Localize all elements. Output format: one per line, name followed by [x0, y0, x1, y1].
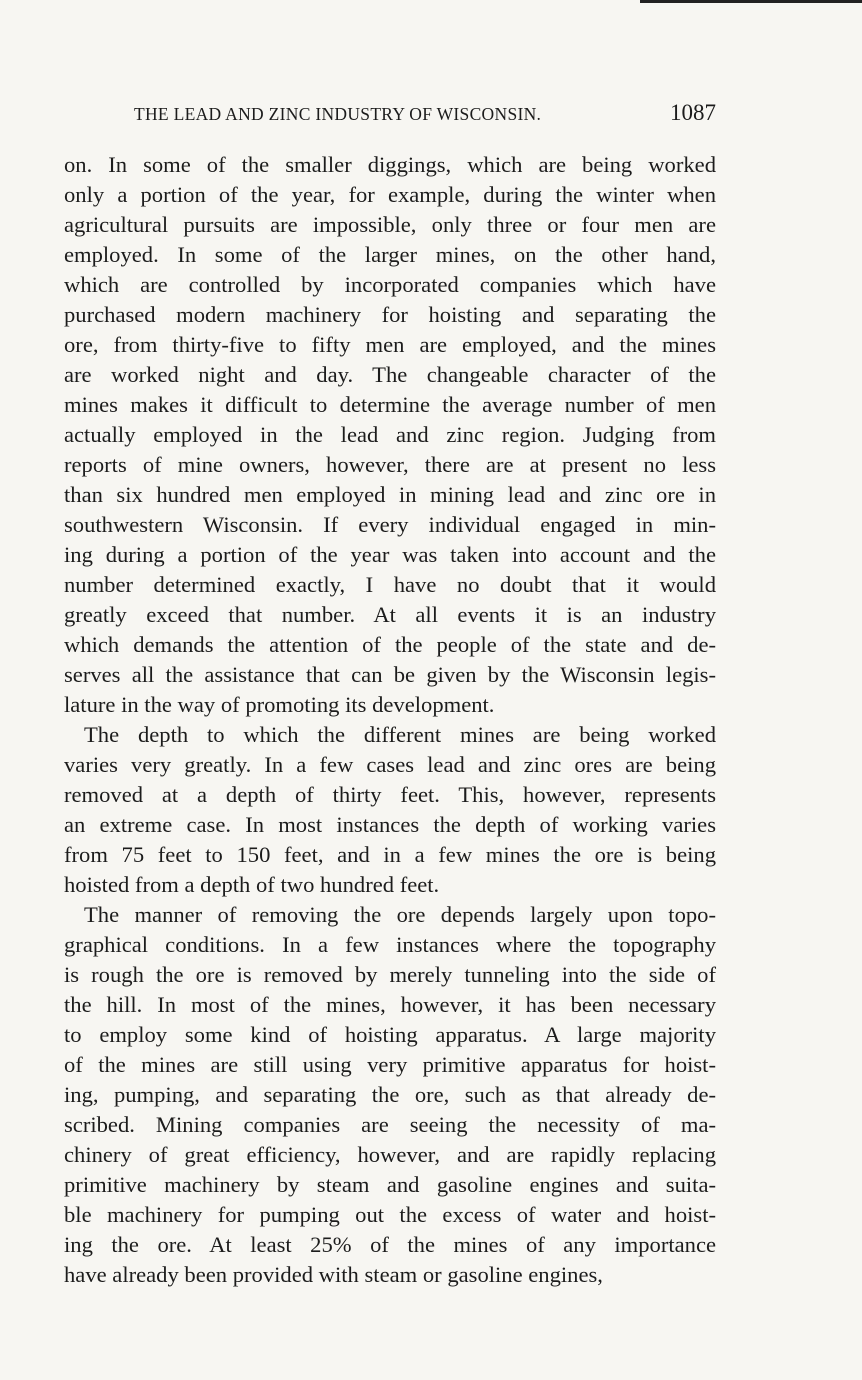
text-line: ore, from thirty-five to fifty men are employed, and the mines: [64, 332, 716, 357]
top-edge-rule: [640, 0, 862, 3]
text-line: on. In some of the smaller diggings, which are being worked: [64, 152, 716, 177]
text-line: an extreme case. In most instances the depth of working varies: [64, 812, 716, 837]
text-line: ing during a portion of the year was taken into account and the: [64, 542, 716, 567]
text-line: mines makes it difficult to determine the average number of men: [64, 392, 716, 417]
text-line: from 75 feet to 150 feet, and in a few mines the ore is being: [64, 842, 716, 867]
text-line: greatly exceed that number. At all events it is an industry: [64, 602, 716, 627]
paragraph: [64, 150, 716, 720]
running-head-title: THE LEAD AND ZINC INDUSTRY OF WISCONSIN.: [134, 104, 542, 124]
text-line: which are controlled by incorporated companies which have: [64, 272, 716, 297]
text-line: to employ some kind of hoisting apparatus. A large majority: [64, 1022, 716, 1047]
text-line: number determined exactly, I have no doubt that it would: [64, 572, 716, 597]
text-line: ing the ore. At least 25% of the mines of any importance: [64, 1232, 716, 1257]
text-line: are worked night and day. The changeable character of the: [64, 362, 716, 387]
text-line: lature in the way of promoting its development.: [64, 692, 495, 717]
text-line: actually employed in the lead and zinc region. Judging from: [64, 422, 716, 447]
running-head: [56, 100, 716, 140]
text-line: is rough the ore is removed by merely tunneling into the side of: [64, 962, 716, 987]
text-line: purchased modern machinery for hoisting and separating the: [64, 302, 716, 327]
text-line: southwestern Wisconsin. If every individual engaged in min-: [64, 512, 716, 537]
body-text: [64, 150, 716, 1290]
text-line: The manner of removing the ore depends largely upon topo-: [84, 902, 716, 927]
text-line: removed at a depth of thirty feet. This, however, represents: [64, 782, 716, 807]
text-line: The depth to which the different mines are being worked: [84, 722, 716, 747]
text-line: have already been provided with steam or gasoline engines,: [64, 1262, 603, 1287]
text-line: graphical conditions. In a few instances where the topography: [64, 932, 716, 957]
text-line: primitive machinery by steam and gasoline engines and suita-: [64, 1172, 716, 1197]
text-line: of the mines are still using very primitive apparatus for hoist-: [64, 1052, 716, 1077]
text-line: chinery of great efficiency, however, and are rapidly replacing: [64, 1142, 716, 1167]
text-line: varies very greatly. In a few cases lead and zinc ores are being: [64, 752, 716, 777]
page-number: 1087: [670, 100, 716, 125]
text-line: agricultural pursuits are impossible, only three or four men are: [64, 212, 716, 237]
text-line: which demands the attention of the people of the state and de-: [64, 632, 716, 657]
text-line: ing, pumping, and separating the ore, such as that already de-: [64, 1082, 716, 1107]
text-line: than six hundred men employed in mining lead and zinc ore in: [64, 482, 716, 507]
text-line: serves all the assistance that can be given by the Wisconsin legis-: [64, 662, 716, 687]
text-line: scribed. Mining companies are seeing the necessity of ma-: [64, 1112, 716, 1137]
text-line: reports of mine owners, however, there are at present no less: [64, 452, 716, 477]
text-line: the hill. In most of the mines, however, it has been necessary: [64, 992, 716, 1017]
text-line: hoisted from a depth of two hundred feet.: [64, 872, 440, 897]
text-line: ble machinery for pumping out the excess of water and hoist-: [64, 1202, 716, 1227]
paragraph: [64, 900, 716, 1290]
paragraph: [64, 720, 716, 900]
text-line: employed. In some of the larger mines, on the other hand,: [64, 242, 716, 267]
text-line: only a portion of the year, for example, during the winter when: [64, 182, 716, 207]
